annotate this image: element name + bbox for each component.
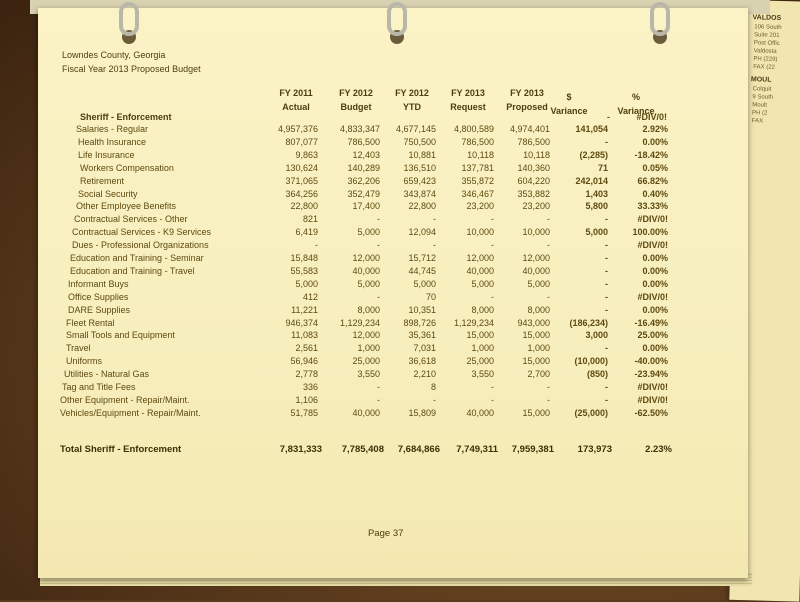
row-label: Travel [66,343,91,354]
cell-value: 22,800 [408,201,436,212]
cell-value: (2,285) [579,149,608,160]
total-value: 173,973 [577,444,612,455]
table-row [38,318,748,331]
table-row [38,369,748,382]
section-dollar-variance: - [607,112,610,122]
cell-value: 137,781 [461,162,494,173]
cell-value: 4,957,376 [277,124,318,134]
cell-value: - [491,240,494,251]
binder-ring [119,2,139,36]
cell-value: - [605,382,608,392]
row-label: Retirement [80,175,125,186]
row-label: Contractual Services - K9 Services [72,227,212,238]
row-label: Health Insurance [78,136,147,147]
column-header [326,86,386,114]
table-row [38,395,748,408]
row-label: Dues - Professional Organizations [72,240,209,251]
cell-value: 5,000 [585,227,608,238]
cell-value: #DIV/0! [637,240,668,251]
cell-value: 786,500 [461,136,494,147]
cell-value: 8 [430,382,436,392]
side-doc-line: Suite 201 [754,32,780,39]
cell-value: 5,000 [357,227,380,238]
side-doc-line: Post Offic [753,40,780,47]
cell-value: 786,500 [347,136,380,147]
total-value: 7,749,311 [456,444,498,455]
cell-value: - [377,291,380,302]
cell-value: 23,200 [522,201,550,212]
side-doc-title: VALDOS [752,14,782,22]
cell-value: 22,800 [290,201,318,212]
cell-value: 0.00% [642,136,668,147]
cell-value: 0.00% [642,278,668,289]
page-number: Page 37 [368,528,404,539]
table-row [38,343,748,356]
row-label: Office Supplies [68,291,129,302]
cell-value: 35,361 [408,330,436,341]
cell-value: - [547,382,550,392]
side-doc-line: FAX [751,118,764,125]
total-value: 7,785,408 [341,444,384,455]
column-header [382,86,442,114]
table-row [38,382,748,395]
cell-value: 5,000 [471,278,494,289]
binder-ring [650,2,670,36]
cell-value: (10,000) [574,356,608,367]
column-header-line1: FY 2011 [279,88,313,98]
budget-page [38,8,748,578]
cell-value: 10,118 [467,149,494,160]
row-label: Other Equipment - Repair/Maint. [60,394,190,405]
table-row [38,305,748,318]
row-label: Education and Training - Seminar [70,253,204,263]
column-header-line2: Variance [550,106,588,116]
cell-value: 1,403 [585,188,608,199]
cell-value: 336 [302,382,318,392]
cell-value: 140,360 [517,162,550,173]
cell-value: 3,000 [585,330,608,341]
cell-value: - [605,253,608,263]
cell-value: 17,400 [352,201,380,212]
cell-value: 12,403 [352,149,380,160]
table-row [38,240,748,253]
cell-value: -40.00% [634,356,668,367]
column-header [438,86,498,114]
cell-value: 40,000 [466,265,494,276]
cell-value: 40,000 [352,265,380,276]
cell-value: #DIV/0! [637,291,668,302]
total-value: 2.23% [645,444,672,455]
cell-value: 12,000 [522,253,550,263]
cell-value: 807,077 [285,136,318,147]
cell-value: -18.42% [634,149,668,160]
cell-value: - [605,394,608,405]
cell-value: - [433,394,436,405]
cell-value: 2.92% [642,124,668,134]
cell-value: - [491,291,494,302]
cell-value: 355,872 [461,175,494,186]
cell-value: 12,000 [466,253,494,263]
cell-value: 352,479 [347,188,380,199]
cell-value: - [547,394,550,405]
column-header-line1: FY 2013 [451,88,485,98]
total-value: 7,684,866 [397,444,440,455]
cell-value: 5,000 [413,278,436,289]
table-row [38,214,748,227]
cell-value: 412 [302,291,318,302]
column-header-line1: FY 2012 [395,88,429,98]
cell-value: (25,000) [574,407,608,418]
cell-value: 55,583 [290,265,318,276]
column-header-line2: Variance [617,106,655,116]
cell-value: - [433,214,436,225]
cell-value: 15,000 [522,356,550,367]
cell-value: 56,946 [290,356,318,367]
total-value: 7,959,381 [511,444,554,455]
budget-subtitle: Fiscal Year 2013 Proposed Budget [62,64,201,74]
side-doc-line: 106 South [754,24,782,31]
cell-value: 5,800 [585,201,608,212]
cell-value: 10,000 [522,227,550,238]
side-doc-title-2: MOUL [750,76,772,84]
cell-value: - [377,214,380,225]
cell-value: 12,000 [352,330,380,341]
cell-value: 10,000 [466,227,494,238]
column-header-line1: % [631,92,640,102]
cell-value: - [315,240,318,251]
cell-value: 821 [302,214,318,225]
cell-value: (850) [586,369,608,380]
cell-value: 371,065 [285,175,318,186]
column-header-line1: $ [566,92,572,102]
cell-value: 66.82% [637,175,668,186]
cell-value: 4,677,145 [395,124,436,134]
side-doc-line: Colquit [752,86,772,93]
cell-value: 2,700 [527,369,550,380]
cell-value: 659,423 [403,175,436,186]
cell-value: 1,106 [295,394,318,405]
cell-value: 140,289 [347,162,380,173]
cell-value: 12,000 [352,253,380,263]
cell-value: 9,863 [295,149,318,160]
cell-value: 2,210 [413,369,436,380]
cell-value: 343,874 [403,188,436,199]
cell-value: 5,000 [295,278,318,289]
column-header-line1: FY 2013 [510,88,544,98]
cell-value: 242,014 [575,175,608,186]
cell-value: 943,000 [517,317,550,328]
cell-value: #DIV/0! [637,382,668,392]
cell-value: 8,000 [527,304,550,315]
cell-value: 0.00% [642,343,668,354]
section-pct-variance: #DIV/0! [636,112,667,122]
column-header-line1: FY 2012 [339,88,373,98]
cell-value: - [605,304,608,315]
table-row [38,356,748,369]
cell-value: 7,031 [413,343,436,354]
cell-value: 5,000 [357,278,380,289]
table-row [38,176,748,189]
table-row [38,189,748,202]
cell-value: 4,800,589 [453,124,494,134]
cell-value: 12,094 [408,227,436,238]
row-label: Tag and Title Fees [62,382,136,392]
row-label: Workers Compensation [80,162,174,173]
row-label: Contractual Services - Other [74,214,188,225]
cell-value: - [491,382,494,392]
cell-value: 2,561 [295,343,318,354]
cell-value: #DIV/0! [637,214,668,225]
table-row [38,266,748,279]
row-label: DARE Supplies [68,304,131,315]
cell-value: 0.40% [642,188,668,199]
cell-value: 23,200 [466,201,494,212]
total-value: 7,831,333 [279,444,322,455]
side-doc-line: PH (229) [753,56,778,63]
column-header [266,86,326,114]
cell-value: 15,712 [408,253,436,263]
cell-value: 2,778 [295,369,318,380]
cell-value: 3,550 [357,369,380,380]
column-header-line2: YTD [403,102,421,112]
cell-value: 11,221 [291,304,318,315]
table-row [38,408,748,421]
cell-value: - [605,278,608,289]
table-row [38,150,748,163]
cell-value: 40,000 [522,265,550,276]
county-name: Lowndes County, Georgia [62,50,166,60]
cell-value: 100.00% [632,227,668,238]
cell-value: 0.00% [642,304,668,315]
cell-value: 51,785 [290,407,318,418]
column-header-line2: Budget [340,102,372,112]
cell-value: 0.00% [642,265,668,276]
row-label: Uniforms [66,356,103,367]
cell-value: 1,000 [527,343,550,354]
cell-value: 8,000 [471,304,494,315]
cell-value: 1,000 [357,343,380,354]
cell-value: 25,000 [466,356,494,367]
side-doc-line: 9 South [752,94,774,101]
cell-value: - [433,240,436,251]
cell-value: - [605,291,608,302]
cell-value: 130,624 [285,162,318,173]
cell-value: - [605,214,608,225]
cell-value: 4,833,347 [339,124,380,134]
side-doc-line: Moult [752,102,767,109]
cell-value: 1,129,234 [453,317,494,328]
cell-value: #DIV/0! [637,394,668,405]
section-title: Sheriff - Enforcement [80,112,172,122]
cell-value: 353,882 [517,188,550,199]
cell-value: 4,974,401 [509,124,550,134]
cell-value: - [605,136,608,147]
cell-value: 15,809 [408,407,436,418]
cell-value: 25.00% [637,330,668,341]
cell-value: 10,118 [523,149,550,160]
table-row [38,330,748,343]
row-label: Salaries - Regular [76,124,149,134]
cell-value: 141,054 [575,124,608,134]
cell-value: - [605,240,608,251]
cell-value: - [377,240,380,251]
total-label: Total Sheriff - Enforcement [60,444,182,455]
row-label: Informant Buys [68,278,129,289]
cell-value: 346,467 [461,188,494,199]
column-header-line2: Actual [282,102,310,112]
cell-value: 15,000 [522,330,550,341]
cell-value: - [377,382,380,392]
cell-value: 3,550 [471,369,494,380]
table-row [38,292,748,305]
cell-value: - [547,291,550,302]
cell-value: 40,000 [352,407,380,418]
cell-value: 36,618 [408,356,436,367]
cell-value: 11,083 [291,330,318,341]
cell-value: 362,206 [347,175,380,186]
cell-value: 70 [425,291,436,302]
cell-value: - [491,394,494,405]
side-doc-line: PH (2 [751,110,768,117]
cell-value: 44,745 [408,265,436,276]
row-label: Utilities - Natural Gas [64,369,150,380]
cell-value: (186,234) [569,317,608,328]
cell-value: 8,000 [357,304,380,315]
cell-value: 1,129,234 [339,317,380,328]
cell-value: - [605,265,608,276]
cell-value: 10,351 [408,304,436,315]
cell-value: -23.94% [634,369,668,380]
cell-value: 0.00% [642,253,668,263]
cell-value: 10,881 [408,149,436,160]
cell-value: 0.05% [642,162,668,173]
cell-value: 364,256 [285,188,318,199]
table-row [38,253,748,266]
cell-value: 71 [597,162,608,173]
cell-value: 40,000 [466,407,494,418]
table-row [38,163,748,176]
table-row [38,227,748,240]
cell-value: 750,500 [403,136,436,147]
cell-value: -62.50% [634,407,668,418]
cell-value: - [377,394,380,405]
cell-value: 1,000 [471,343,494,354]
table-row [38,137,748,150]
cell-value: - [491,214,494,225]
cell-value: 15,000 [522,407,550,418]
table-row [38,201,748,214]
column-header-line2: Proposed [506,102,548,112]
cell-value: 786,500 [517,136,550,147]
row-label: Life Insurance [78,149,135,160]
cell-value: 604,220 [517,175,550,186]
column-header-line2: Request [450,102,486,112]
row-label: Education and Training - Travel [70,265,195,276]
row-label: Fleet Rental [66,317,115,328]
cell-value: 25,000 [352,356,380,367]
cell-value: 136,510 [403,162,436,173]
row-label: Other Employee Benefits [76,201,177,212]
side-doc-line: FAX (22 [753,64,776,71]
cell-value: -16.49% [634,317,668,328]
cell-value: - [605,343,608,354]
cell-value: 15,848 [290,253,318,263]
cell-value: 6,419 [295,227,318,238]
cell-value: 15,000 [466,330,494,341]
cell-value: 898,726 [403,317,436,328]
cell-value: - [547,214,550,225]
table-row [38,124,748,137]
side-doc-line: Valdosta [753,48,777,55]
table-row [38,279,748,292]
cell-value: - [547,240,550,251]
row-label: Small Tools and Equipment [66,330,175,341]
row-label: Social Security [78,188,138,199]
cell-value: 5,000 [527,278,550,289]
row-label: Vehicles/Equipment - Repair/Maint. [60,407,201,418]
cell-value: 946,374 [285,317,318,328]
binder-ring [387,2,407,36]
cell-value: 33.33% [637,201,668,212]
